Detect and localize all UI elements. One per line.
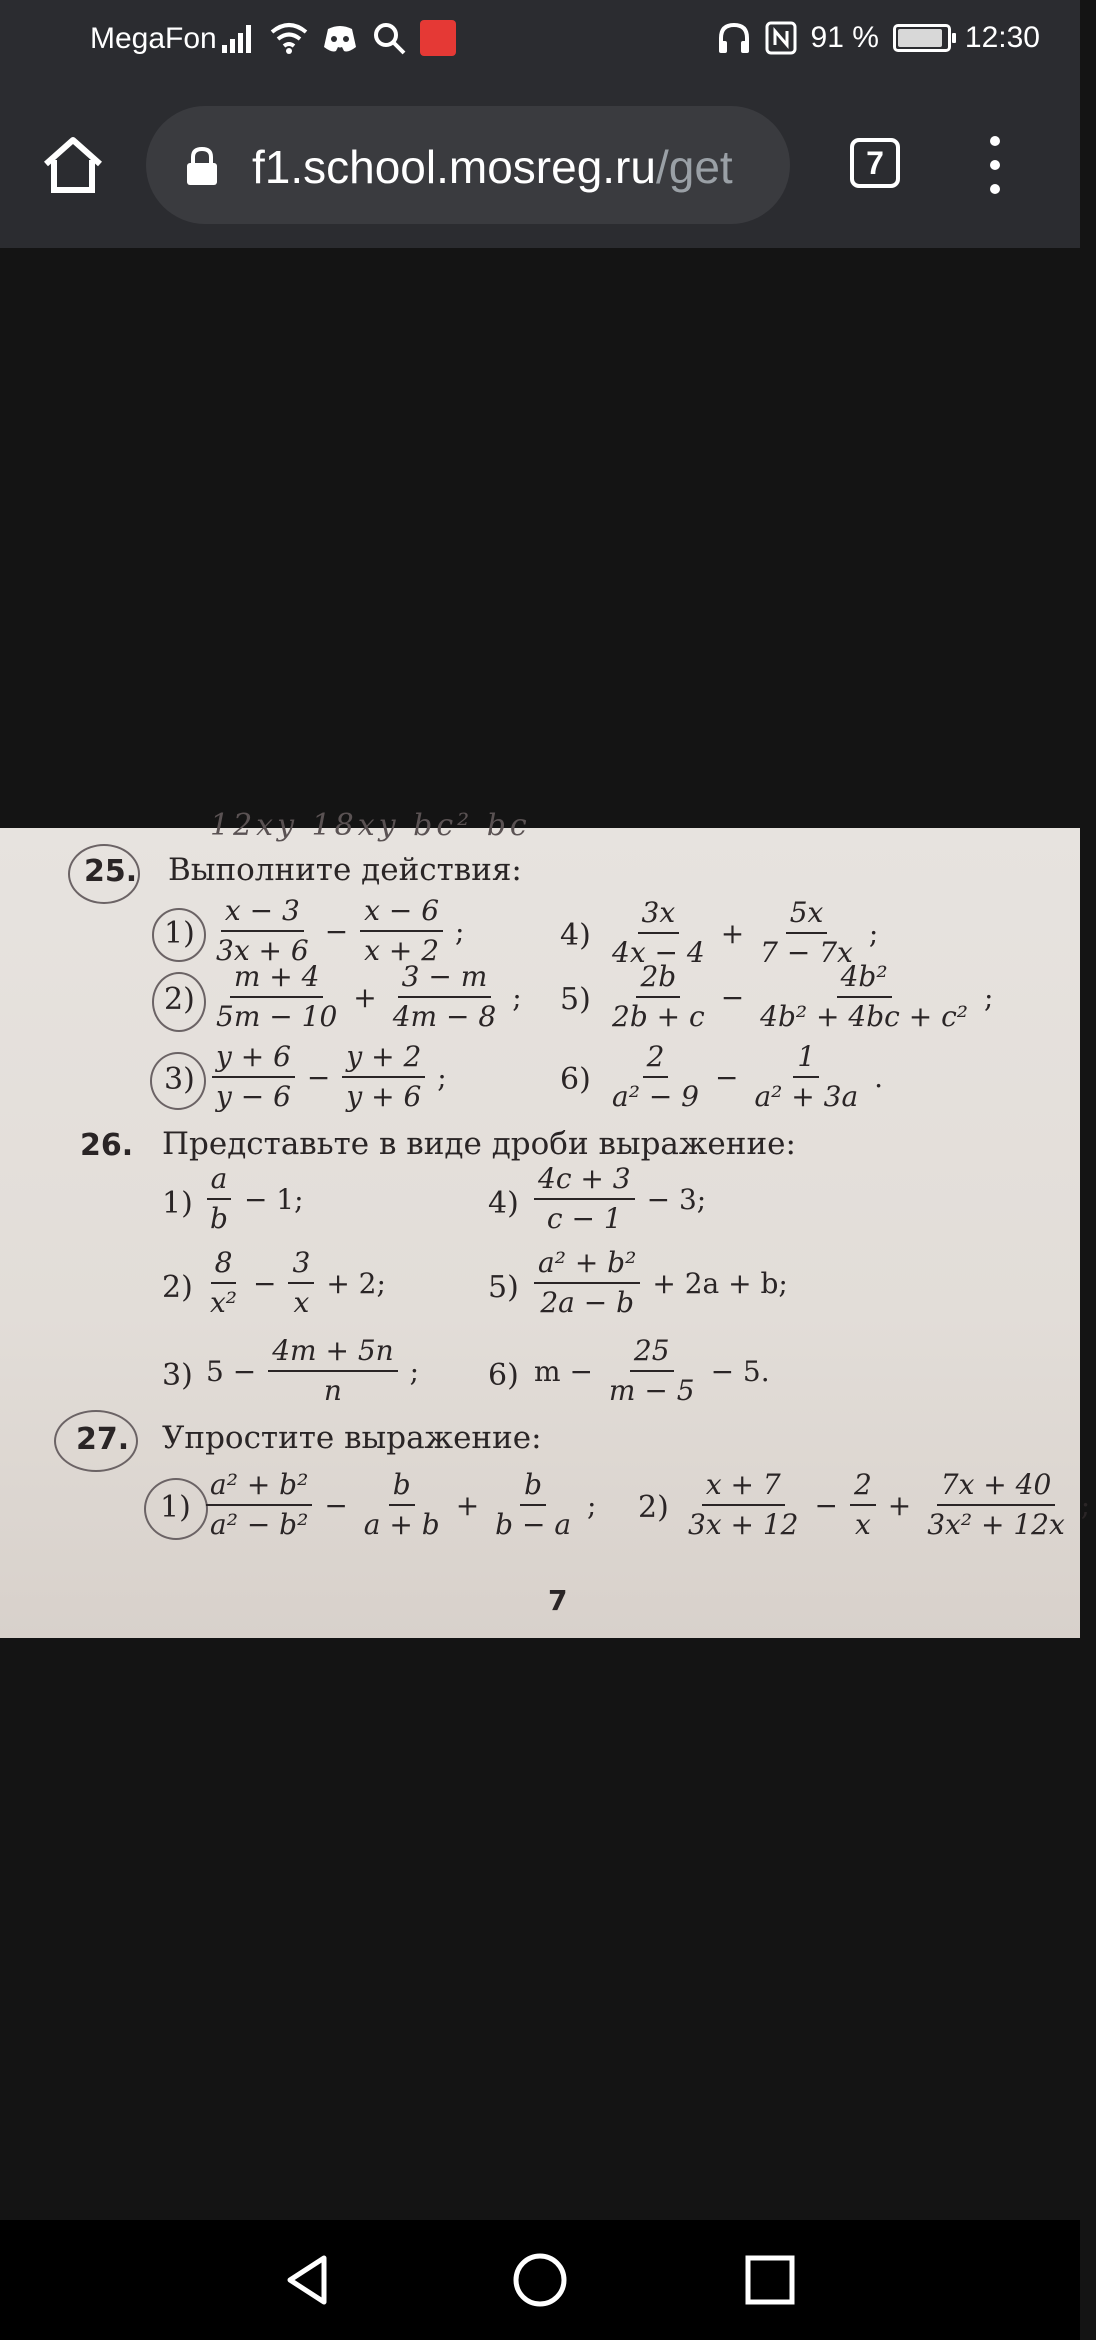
numerator: a² + b² <box>206 1468 312 1506</box>
numerator: 4m + 5n <box>268 1334 397 1372</box>
fraction <box>389 960 500 1034</box>
ex27-item-2-expr <box>678 1468 1096 1542</box>
operator: + 2a + b; <box>652 1266 788 1300</box>
fraction <box>750 1040 862 1114</box>
denominator: 7 − 7x <box>760 936 853 969</box>
operator: + <box>455 1488 480 1522</box>
operator: − 1; <box>243 1182 304 1216</box>
numerator: 2 <box>643 1040 669 1078</box>
fraction <box>756 896 857 970</box>
search-icon <box>372 20 406 56</box>
headphones-icon <box>717 20 751 56</box>
denominator: 2b + c <box>612 1000 705 1033</box>
operator: . <box>874 1060 884 1094</box>
numerator: 3 − m <box>398 960 492 998</box>
denominator: 3x² + 12x <box>927 1508 1065 1541</box>
nfc-icon <box>765 20 797 56</box>
fraction <box>491 1468 575 1542</box>
denominator: 4m − 8 <box>392 1000 497 1033</box>
operator: − <box>306 1060 331 1094</box>
fraction <box>756 960 972 1034</box>
denominator: y − 6 <box>216 1080 291 1113</box>
operator: ; <box>587 1488 597 1522</box>
fraction <box>605 1334 699 1408</box>
operator: ; <box>455 914 465 948</box>
denominator: x <box>854 1508 871 1541</box>
ex25-item-label: 5) <box>560 982 591 1017</box>
denominator: a² − b² <box>210 1508 309 1541</box>
operator: ; <box>983 980 994 1014</box>
fraction <box>212 1040 295 1114</box>
operator: − <box>715 1060 739 1094</box>
fraction <box>608 896 709 970</box>
ex25-item-label: 4) <box>560 918 591 953</box>
ex27-item-label: 1) <box>160 1490 191 1525</box>
denominator: x <box>293 1286 310 1319</box>
numerator: 8 <box>211 1246 237 1284</box>
operator: − <box>253 1266 277 1300</box>
url-host: f1.school.mosreg.ru <box>252 141 656 193</box>
fraction <box>206 1246 241 1320</box>
denominator: 3x + 6 <box>216 934 309 967</box>
denominator: b <box>210 1202 228 1235</box>
discord-icon <box>322 20 358 56</box>
ex26-item-6-expr <box>528 1334 776 1408</box>
ex27-item-1-expr <box>200 1468 602 1542</box>
operator: − <box>720 980 745 1014</box>
fraction <box>212 894 313 968</box>
numerator: y + 2 <box>342 1040 425 1078</box>
ex25-item-3-expr <box>206 1040 453 1114</box>
operator: ; <box>409 1354 420 1388</box>
ex26-item-3-expr <box>200 1334 425 1408</box>
fraction <box>608 1040 703 1114</box>
denominator: m − 5 <box>608 1374 695 1407</box>
operator: − <box>324 914 349 948</box>
exercise-25-title: Выполните действия: <box>168 852 522 888</box>
fraction <box>684 1468 803 1542</box>
battery-percent: 91 % <box>810 21 879 54</box>
operator: ; <box>1080 1488 1091 1522</box>
ex26-item-label: 3) <box>162 1358 193 1393</box>
fraction <box>923 1468 1069 1542</box>
url-path: /get <box>655 141 733 193</box>
ex25-item-label: 2) <box>164 982 195 1017</box>
ex25-item-label: 6) <box>560 1062 591 1097</box>
fraction <box>850 1468 876 1542</box>
denominator: 4x − 4 <box>612 936 705 969</box>
fraction <box>608 960 709 1034</box>
status-left-icons <box>222 20 456 56</box>
numerator: 3x <box>638 896 680 934</box>
denominator: a² + 3a <box>754 1080 859 1113</box>
ex27-item-label: 2) <box>638 1490 669 1525</box>
operator: + <box>353 980 377 1014</box>
ex26-item-label: 6) <box>488 1358 519 1393</box>
fraction <box>534 1246 640 1320</box>
numerator: 5x <box>786 896 828 934</box>
numerator: 4c + 3 <box>534 1162 635 1200</box>
denominator: y + 6 <box>346 1080 422 1113</box>
ex26-item-1-expr <box>200 1162 310 1236</box>
denominator: 5m − 10 <box>216 1000 338 1033</box>
fraction <box>206 1468 312 1542</box>
operator: ; <box>868 916 879 950</box>
fraction <box>206 1162 232 1236</box>
denominator: 2a − b <box>540 1286 635 1319</box>
operator: ; <box>437 1060 447 1094</box>
fraction <box>360 1468 444 1542</box>
numerator: 1 <box>793 1040 819 1078</box>
numerator: a² + b² <box>534 1246 640 1284</box>
numerator: 2b <box>636 960 680 998</box>
url-text <box>252 140 733 194</box>
fraction <box>360 894 443 968</box>
navigation-bar <box>0 2220 1080 2340</box>
operator: − 5. <box>710 1354 770 1388</box>
denominator: x + 2 <box>364 934 440 967</box>
numerator: 25 <box>630 1334 674 1372</box>
numerator: a <box>207 1162 232 1200</box>
battery-icon <box>893 24 951 52</box>
denominator: x² <box>210 1286 238 1319</box>
operator: − 3; <box>646 1182 707 1216</box>
numerator: 3 <box>288 1246 314 1284</box>
wifi-icon <box>270 20 308 56</box>
operator: ; <box>512 980 522 1014</box>
operator: + <box>887 1488 912 1522</box>
numerator: b <box>389 1468 415 1506</box>
home-icon[interactable] <box>40 132 106 198</box>
ex26-item-5-expr <box>528 1246 794 1320</box>
web-content <box>0 248 1091 2220</box>
denominator: 4b² + 4bc + c² <box>760 1000 968 1033</box>
fraction <box>268 1334 397 1408</box>
fraction <box>212 960 341 1034</box>
denominator: 3x + 12 <box>688 1508 799 1541</box>
overflow-menu-icon[interactable] <box>980 136 1010 196</box>
operator: + <box>720 916 745 950</box>
fraction <box>534 1162 635 1236</box>
fraction <box>288 1246 314 1320</box>
status-right <box>717 20 1040 56</box>
page-number: 7 <box>548 1584 568 1617</box>
fraction <box>342 1040 425 1114</box>
ex26-item-2-expr <box>200 1246 392 1320</box>
cutoff-text: 12xy 18xy bc² bc <box>210 808 531 843</box>
ex26-item-label: 2) <box>162 1270 193 1305</box>
numerator: m + 4 <box>230 960 324 998</box>
textbook-photo[interactable] <box>0 808 1091 1638</box>
numerator: y + 6 <box>212 1040 295 1078</box>
tab-switcher-button[interactable]: 7 <box>850 138 900 188</box>
numerator: b <box>520 1468 546 1506</box>
numerator: 2 <box>850 1468 876 1506</box>
numerator: x − 6 <box>360 894 443 932</box>
browser-toolbar <box>0 84 1080 248</box>
operator: − <box>814 1488 838 1522</box>
ex25-item-label: 1) <box>164 916 195 951</box>
signal-icon <box>222 20 256 56</box>
denominator: a + b <box>363 1508 440 1541</box>
numerator: x + 7 <box>702 1468 785 1506</box>
numerator: x − 3 <box>221 894 304 932</box>
home-nav-icon[interactable] <box>510 2250 570 2310</box>
lock-icon <box>184 146 220 186</box>
exercise-27-number: 27. <box>76 1422 130 1457</box>
denominator: n <box>323 1374 342 1407</box>
exercise-25-number: 25. <box>84 854 138 889</box>
operator: − <box>324 1488 348 1522</box>
ex25-item-6-expr <box>602 1040 889 1114</box>
ex26-item-label: 1) <box>162 1186 193 1221</box>
exercise-27-title: Упростите выражение: <box>162 1420 542 1456</box>
status-bar <box>0 0 1080 84</box>
ex25-item-2-expr <box>206 960 528 1034</box>
numerator: 7x + 40 <box>937 1468 1056 1506</box>
operator: + 2; <box>326 1266 386 1300</box>
exercise-26-number: 26. <box>80 1128 134 1163</box>
ex25-item-1-expr <box>206 894 470 968</box>
denominator: c − 1 <box>546 1202 622 1235</box>
numerator: 4b² <box>837 960 892 998</box>
operator: m − <box>534 1354 593 1388</box>
operator: 5 − <box>206 1354 257 1388</box>
back-icon[interactable] <box>278 2250 338 2310</box>
ex26-item-4-expr <box>528 1162 712 1236</box>
denominator: a² − 9 <box>612 1080 699 1113</box>
exercise-26-title: Представьте в виде дроби выражение: <box>162 1126 796 1162</box>
ex26-item-label: 4) <box>488 1186 519 1221</box>
battery-fill <box>898 29 942 47</box>
recents-icon[interactable] <box>740 2250 800 2310</box>
alert-icon <box>420 20 456 56</box>
ex25-item-5-expr <box>602 960 999 1034</box>
denominator: b − a <box>495 1508 572 1541</box>
ex26-item-label: 5) <box>488 1270 519 1305</box>
ex25-item-label: 3) <box>164 1062 195 1097</box>
carrier-name: MegaFon <box>90 22 217 55</box>
clock: 12:30 <box>964 21 1040 54</box>
address-bar[interactable] <box>146 106 790 224</box>
ex25-item-4-expr <box>602 896 884 970</box>
